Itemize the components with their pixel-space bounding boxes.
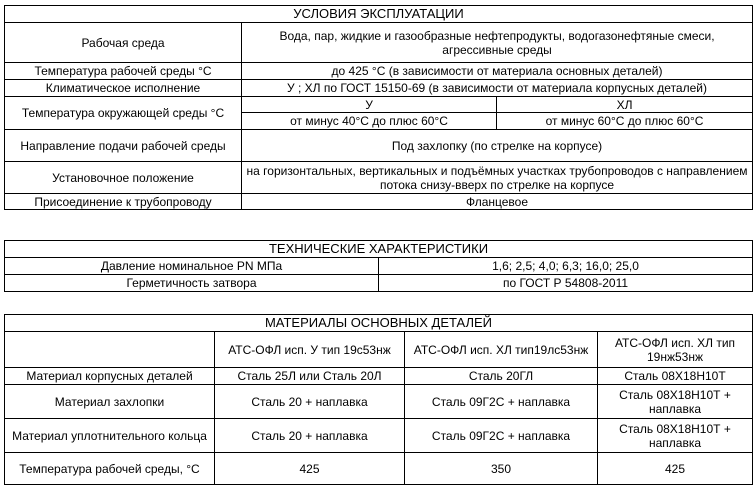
climate-label: Климатическое исполнение bbox=[5, 80, 242, 97]
tightness-value: по ГОСТ Р 54808-2011 bbox=[379, 275, 753, 292]
seal-ring-material-label: Материал уплотнительного кольца bbox=[5, 419, 215, 453]
body-material-c2: Сталь 20ГЛ bbox=[405, 368, 598, 385]
flow-direction-value: Под захлопку (по стрелке на корпусе) bbox=[242, 130, 753, 162]
pressure-value: 1,6; 2,5; 4,0; 6,3; 16,0; 25,0 bbox=[379, 258, 753, 275]
materials-col-header-2: АТС-ОФЛ исп. ХЛ тип19лс53нж bbox=[405, 332, 598, 368]
temp-label: Температура рабочей среды °С bbox=[5, 63, 242, 80]
climate-value: У ; ХЛ по ГОСТ 15150-69 (в зависимости от материала корпусных деталей) bbox=[242, 80, 753, 97]
operating-conditions-table bbox=[4, 5, 753, 210]
pressure-label: Давление номинальное PN МПа bbox=[5, 258, 379, 275]
medium-label: Рабочая среда bbox=[5, 23, 242, 63]
flap-material-c3: Сталь 08Х18Н10Т + наплавка bbox=[598, 385, 753, 419]
materials-title: МАТЕРИАЛЫ ОСНОВНЫХ ДЕТАЛЕЙ bbox=[5, 315, 753, 332]
technical-specs-title: ТЕХНИЧЕСКИЕ ХАРАКТЕРИСТИКИ bbox=[5, 241, 753, 258]
seal-ring-material-c2: Сталь 09Г2С + наплавка bbox=[405, 419, 598, 453]
materials-col-header-3: АТС-ОФЛ исп. ХЛ тип 19нж53нж bbox=[598, 332, 753, 368]
flap-material-c2: Сталь 09Г2С + наплавка bbox=[405, 385, 598, 419]
mounting-position-label: Установочное положение bbox=[5, 162, 242, 194]
seal-ring-material-c1: Сталь 20 + наплавка bbox=[215, 419, 405, 453]
connection-label: Присоединение к трубопроводу bbox=[5, 194, 242, 210]
seal-ring-material-c3: Сталь 08Х18Н10Т + наплавка bbox=[598, 419, 753, 453]
materials-col-header-1: АТС-ОФЛ исп. У тип 19с53нж bbox=[215, 332, 405, 368]
flap-material-c1: Сталь 20 + наплавка bbox=[215, 385, 405, 419]
operating-conditions-title: УСЛОВИЯ ЭКСПЛУАТАЦИИ bbox=[5, 6, 753, 23]
ambient-u-value: от минус 40°С до плюс 60°С bbox=[242, 113, 497, 130]
body-material-label: Материал корпусных деталей bbox=[5, 368, 215, 385]
tightness-label: Герметичность затвора bbox=[5, 275, 379, 292]
body-material-c3: Сталь 08Х18Н10Т bbox=[598, 368, 753, 385]
technical-specs-table bbox=[4, 240, 753, 292]
temp-value: до 425 °С (в зависимости от материала основных деталей) bbox=[242, 63, 753, 80]
mounting-position-value: на горизонтальных, вертикальных и подъёмных участках трубопроводов с направлением потока снизу-вверх по стрелке на корпусе bbox=[242, 162, 753, 194]
connection-value: Фланцевое bbox=[242, 194, 753, 210]
ambient-hl-value: от минус 60°С до плюс 60°С bbox=[497, 113, 753, 130]
ambient-temp-label: Температура окружающей среды °С bbox=[5, 97, 242, 130]
working-temp-c3: 425 bbox=[598, 453, 753, 485]
materials-table bbox=[4, 314, 753, 485]
working-temp-label: Температура рабочей среды, °С bbox=[5, 453, 215, 485]
medium-value: Вода, пар, жидкие и газообразные нефтепродукты, водогазонефтяные смеси, агрессивные среды bbox=[242, 23, 753, 63]
working-temp-c1: 425 bbox=[215, 453, 405, 485]
ambient-hl-head: ХЛ bbox=[497, 97, 753, 113]
flap-material-label: Материал захлопки bbox=[5, 385, 215, 419]
working-temp-c2: 350 bbox=[405, 453, 598, 485]
ambient-u-head: У bbox=[242, 97, 497, 113]
materials-corner-cell bbox=[5, 332, 215, 368]
body-material-c1: Сталь 25Л или Сталь 20Л bbox=[215, 368, 405, 385]
flow-direction-label: Направление подачи рабочей среды bbox=[5, 130, 242, 162]
